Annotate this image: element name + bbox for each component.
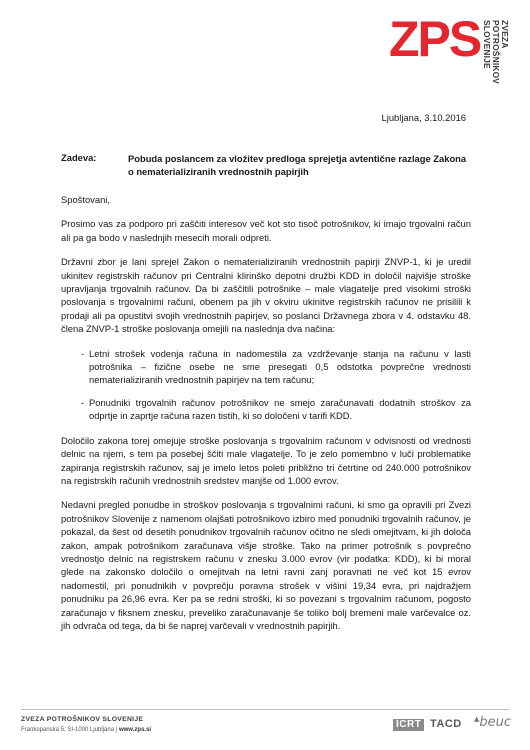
paragraph-4: Nedavni pregled ponudbe in stroškov poslovanja s trgovalnimi računi, ki smo ga opravili pri Zvezi potrošnikov Slovenije z namenom olajšati potrošnikovo izbiro med ponudniki trgovalnih računov, je pokazal, da šest od desetih ponudnikov trgovalnih računov očitno ne sledi omejitvam, ki jih določa zakon, ampak potrošnikom zaračunava višje stroške. Tako na primer potrošnik s povprečno vrednostjo delnic na registrskem računu v znesku 3.000 evrov (vir podatka: KDD), ki bi moral glede na zakonsko določilo o omejitvah na letni ravni zanj poravnati ne več kot 15 evrov nadomestil, pri ponudnikih v povprečju poravna strošek v višini 19,34 evra, pri najdražjem ponudniku pa 26,96 evra. Ker pa se redni stroški, ki so povezani s trgovalnim računom, pogosto zaračunajo v fiksnem znesku, preveliko zaračunavanje še toliko bolj bremeni male varčevalce oz. jih odvrača od tega, da bi še naprej varčevali v vrednostnih papirjih. <box>61 499 471 631</box>
greeting: Spoštovani, <box>61 194 110 205</box>
logo-org-name <box>482 20 509 84</box>
logo-line-3: SLOVENIJE <box>482 20 492 69</box>
dash-icon: - <box>81 347 85 359</box>
bullet-list <box>61 347 471 423</box>
subject-label: Zadeva: <box>61 152 97 163</box>
footer-org-name: ZVEZA POTROŠNIKOV SLOVENIJE <box>21 716 144 723</box>
dash-icon: - <box>81 396 85 408</box>
bullet-text-1: Letni strošek vodenja računa in nadomestila za vzdrževanje stanja na računu v lasti potrošnika – fizične osebe ne sme presegati 0,5 odstotka povprečne vrednosti nematerializiranih vrednostnih papirjev na tem računu; <box>89 347 471 386</box>
zps-logo <box>389 11 510 98</box>
list-item <box>61 396 471 423</box>
footer-address: Frankopanska 5, SI-1000 Ljubljana <box>21 727 115 733</box>
letter-body <box>61 193 471 643</box>
beuc-mark-icon: ▲ <box>474 715 480 723</box>
tacd-logo: TACD <box>430 718 462 730</box>
beuc-logo <box>474 715 511 730</box>
paragraph-3: Določilo zakona torej omejuje stroške poslovanja s trgovalnim računom v odvisnosti od vrednosti delnic na njem, s tem pa posebej ščiti male vlagatelje. To je zelo pomembno v luči problematike zapiranja registrskih računov, saj je imelo letos poleti približno tri četrtine od 240.000 potrošnikov na registrskih računih vrednostnih sredstev manjše od 1.000 evrov. <box>61 434 471 486</box>
paragraph-1: Prosimo vas za podporo pri zaščiti interesov več kot sto tisoč potrošnikov, ki imajo trgovalni račun ali pa ga bodo v naslednjih mesecih morali odpreti. <box>61 218 471 243</box>
bullet-text-2: Ponudniki trgovalnih računov potrošnikov ne smejo zaračunavati dodatnih stroškov za odprtje in zaprtje računa razen tistih, ki so določeni v tarifi KDD. <box>89 396 471 422</box>
footer-separator: | <box>115 727 118 733</box>
footer-website-link[interactable]: www.zps.si <box>118 727 152 733</box>
logo-letters: ZPS <box>389 11 481 67</box>
beuc-logo-text: beuc <box>479 715 512 730</box>
logo-line-1: ZVEZA <box>500 20 510 49</box>
footer-divider <box>21 709 509 710</box>
paragraph-2: Državni zbor je lani sprejel Zakon o nematerializiranih vrednostnih papirji ZNVP-1, ki je uredil ukinitev registrskih računov pri Centralni klirinško depotni družbi KDD in določil najvišje stroške upravljanja trgovalnih računov. Da bi zaščitili potrošnike – male vlagatelje pred visokimi stroški poslovanja s trgovalnimi računi, obenem pa jih v okviru ukinitve registrskih računov ne prisilili k prodaji ali pa opustitvi svojih vrednostnih papirjev, so poslanci Državnega zbora v 4. odstavku 48. člena ZNVP-1 stroške poslovanja omejili na naslednja dva načina: <box>61 256 471 335</box>
footer-address-line <box>21 727 151 733</box>
letter-date: Ljubljana, 3.10.2016 <box>381 112 466 123</box>
subject-text: Pobuda poslancem za vložitev predloga sprejetja avtentične razlage Zakona o nematerializiranih vrednostnih papirjih <box>128 153 467 177</box>
logo-line-2: POTROŠNIKOV <box>491 20 501 85</box>
icrt-logo: ICRT <box>393 719 424 731</box>
list-item <box>61 347 471 387</box>
